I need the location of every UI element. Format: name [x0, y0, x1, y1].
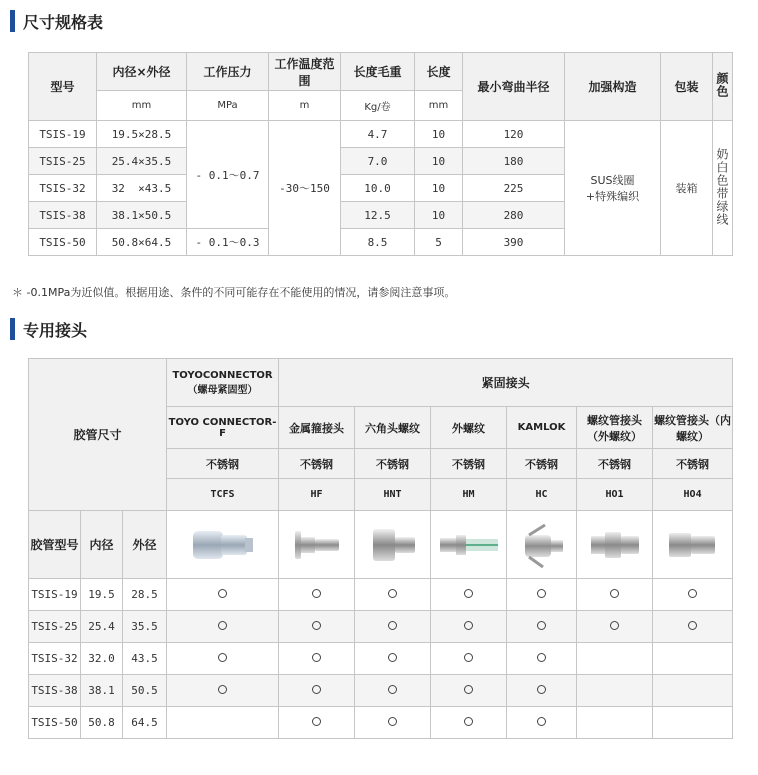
unit-weight: Kg/卷 [341, 91, 415, 121]
cell-od: 43.5 [123, 643, 167, 675]
cell-pressure-a: - 0.1～0.7 [187, 121, 269, 229]
th-code: TCFS [167, 479, 279, 511]
th-color: 颜色 [713, 53, 733, 121]
unit-size: mm [97, 91, 187, 121]
th-material: 不锈钢 [653, 449, 733, 479]
compat-cell [431, 675, 507, 707]
compatible-circle-icon [537, 685, 546, 694]
cell-bend: 180 [463, 148, 565, 175]
section-bar [10, 10, 15, 32]
compat-cell [577, 643, 653, 675]
compatible-circle-icon [312, 621, 321, 630]
compat-cell [653, 643, 733, 675]
cell-pack: 装箱 [661, 121, 713, 256]
compatible-circle-icon [688, 621, 697, 630]
compat-body [29, 579, 733, 739]
th-connector-name: 外螺纹 [431, 407, 507, 449]
th-model: 型号 [29, 53, 97, 121]
cell-length: 5 [415, 229, 463, 256]
th-size: 内径×外径 [97, 53, 187, 91]
compatible-circle-icon [388, 653, 397, 662]
compatible-circle-icon [464, 589, 473, 598]
th-material: 不锈钢 [167, 449, 279, 479]
th-material: 不锈钢 [355, 449, 431, 479]
section-title-text: 专用接头 [23, 320, 88, 340]
unit-length: mm [415, 91, 463, 121]
compatible-circle-icon [312, 653, 321, 662]
cell-model: TSIS-38 [29, 202, 97, 229]
compatible-circle-icon [388, 685, 397, 694]
compat-cell [279, 579, 355, 611]
cell-weight: 7.0 [341, 148, 415, 175]
cell-id: 19.5 [81, 579, 123, 611]
compat-cell [507, 579, 577, 611]
compat-cell [167, 611, 279, 643]
th-code: HO1 [577, 479, 653, 511]
cell-bend: 225 [463, 175, 565, 202]
cell-model: TSIS-38 [29, 675, 81, 707]
th-col-model: 胶管型号 [29, 511, 81, 579]
table-row [29, 707, 733, 739]
connector-image-hf [279, 511, 355, 579]
compatible-circle-icon [218, 621, 227, 630]
th-length: 长度 [415, 53, 463, 91]
th-toyo-group: TOYOCONNECTOR（螺母紧固型） [167, 359, 279, 407]
cell-reinforce: SUS线圈 +特殊编织 [565, 121, 661, 256]
compat-cell [167, 707, 279, 739]
compatible-circle-icon [388, 621, 397, 630]
compatible-circle-icon [218, 685, 227, 694]
footnote: ＊ -0.1MPa为近似值。根据用途、条件的不同可能存在不能使用的情况，请参阅注意事项。 [12, 286, 456, 299]
compatible-circle-icon [610, 621, 619, 630]
th-material: 不锈钢 [431, 449, 507, 479]
compatible-circle-icon [464, 621, 473, 630]
th-code: HO4 [653, 479, 733, 511]
connector-image-ho1 [577, 511, 653, 579]
cell-model: TSIS-32 [29, 643, 81, 675]
compat-cell [279, 675, 355, 707]
cell-od: 64.5 [123, 707, 167, 739]
compatible-circle-icon [312, 589, 321, 598]
th-bend: 最小弯曲半径 [463, 53, 565, 121]
cell-weight: 4.7 [341, 121, 415, 148]
th-material: 不锈钢 [279, 449, 355, 479]
compat-cell [431, 707, 507, 739]
compat-cell [507, 643, 577, 675]
cell-length: 10 [415, 121, 463, 148]
cell-model: TSIS-19 [29, 579, 81, 611]
th-col-id: 内径 [81, 511, 123, 579]
connector-table [28, 358, 733, 739]
compat-cell [507, 611, 577, 643]
th-clamp-group: 紧固接头 [279, 359, 733, 407]
th-connector-name: 六角头螺纹 [355, 407, 431, 449]
cell-weight: 8.5 [341, 229, 415, 256]
cell-id: 50.8 [81, 707, 123, 739]
cell-size: 50.8×64.5 [97, 229, 187, 256]
compatible-circle-icon [464, 717, 473, 726]
section-title-specs [10, 8, 103, 34]
th-temp: 工作温度范围 [269, 53, 341, 91]
compatible-circle-icon [464, 685, 473, 694]
th-pack: 包装 [661, 53, 713, 121]
cell-weight: 12.5 [341, 202, 415, 229]
table-row [29, 675, 733, 707]
cell-od: 35.5 [123, 611, 167, 643]
compat-cell [167, 579, 279, 611]
table-row [29, 121, 733, 148]
th-material: 不锈钢 [577, 449, 653, 479]
cell-model: TSIS-50 [29, 229, 97, 256]
compatible-circle-icon [610, 589, 619, 598]
compatible-circle-icon [537, 589, 546, 598]
connector-image-hm [431, 511, 507, 579]
th-connector-name: 螺纹管接头（内螺纹） [653, 407, 733, 449]
section-bar [10, 318, 15, 340]
table-row [29, 611, 733, 643]
compatible-circle-icon [537, 621, 546, 630]
compat-cell [577, 675, 653, 707]
th-weight: 长度毛重 [341, 53, 415, 91]
compat-cell [653, 611, 733, 643]
unit-temp: m [269, 91, 341, 121]
compat-cell [431, 643, 507, 675]
th-reinforce: 加强构造 [565, 53, 661, 121]
cell-size: 19.5×28.5 [97, 121, 187, 148]
image-row [29, 511, 733, 579]
compat-cell [577, 707, 653, 739]
cell-bend: 280 [463, 202, 565, 229]
compat-cell [279, 643, 355, 675]
compat-cell [355, 643, 431, 675]
th-code: HF [279, 479, 355, 511]
compat-cell [653, 675, 733, 707]
cell-id: 25.4 [81, 611, 123, 643]
compat-cell [279, 611, 355, 643]
th-code: HC [507, 479, 577, 511]
compatible-circle-icon [464, 653, 473, 662]
compat-cell [279, 707, 355, 739]
cell-model: TSIS-32 [29, 175, 97, 202]
th-connector-name: 金属箍接头 [279, 407, 355, 449]
compat-cell [507, 675, 577, 707]
connector-image-tcfs [167, 511, 279, 579]
section-title-text: 尺寸规格表 [23, 12, 104, 32]
th-material: 不锈钢 [507, 449, 577, 479]
cell-model: TSIS-19 [29, 121, 97, 148]
connector-image-hnt [355, 511, 431, 579]
cell-color: 奶白色带绿线 [713, 121, 733, 256]
compatible-circle-icon [388, 589, 397, 598]
compatible-circle-icon [312, 685, 321, 694]
cell-length: 10 [415, 175, 463, 202]
cell-temp: -30～150 [269, 121, 341, 256]
compat-cell [577, 579, 653, 611]
compatible-circle-icon [312, 717, 321, 726]
compatible-circle-icon [218, 653, 227, 662]
th-pressure: 工作压力 [187, 53, 269, 91]
connector-image-ho4 [653, 511, 733, 579]
compat-cell [355, 611, 431, 643]
cell-id: 32.0 [81, 643, 123, 675]
cell-weight: 10.0 [341, 175, 415, 202]
cell-size: 38.1×50.5 [97, 202, 187, 229]
compatible-circle-icon [537, 653, 546, 662]
table-row [29, 579, 733, 611]
unit-pressure: MPa [187, 91, 269, 121]
compatible-circle-icon [537, 717, 546, 726]
th-connector-name: TOYO CONNECTOR-F [167, 407, 279, 449]
cell-size: 32 ×43.5 [97, 175, 187, 202]
compatible-circle-icon [388, 717, 397, 726]
cell-bend: 120 [463, 121, 565, 148]
th-hose-size: 胶管尺寸 [29, 359, 167, 511]
cell-od: 28.5 [123, 579, 167, 611]
compatible-circle-icon [688, 589, 697, 598]
cell-size: 25.4×35.5 [97, 148, 187, 175]
compat-cell [355, 675, 431, 707]
cell-pressure-b: - 0.1～0.3 [187, 229, 269, 256]
compat-cell [653, 707, 733, 739]
connector-image-hc [507, 511, 577, 579]
cell-length: 10 [415, 202, 463, 229]
compat-cell [355, 707, 431, 739]
cell-model: TSIS-25 [29, 611, 81, 643]
cell-od: 50.5 [123, 675, 167, 707]
th-code: HM [431, 479, 507, 511]
cell-length: 10 [415, 148, 463, 175]
compat-cell [653, 579, 733, 611]
table-row [29, 643, 733, 675]
th-code: HNT [355, 479, 431, 511]
cell-model: TSIS-50 [29, 707, 81, 739]
compat-cell [167, 643, 279, 675]
th-connector-name: KAMLOK [507, 407, 577, 449]
section-title-connectors [10, 316, 87, 342]
compat-cell [507, 707, 577, 739]
cell-bend: 390 [463, 229, 565, 256]
spec-table [28, 52, 733, 256]
compat-cell [431, 611, 507, 643]
cell-model: TSIS-25 [29, 148, 97, 175]
th-connector-name: 螺纹管接头（外螺纹） [577, 407, 653, 449]
cell-id: 38.1 [81, 675, 123, 707]
compat-cell [577, 611, 653, 643]
th-col-od: 外径 [123, 511, 167, 579]
compat-cell [355, 579, 431, 611]
compat-cell [167, 675, 279, 707]
compat-cell [431, 579, 507, 611]
compatible-circle-icon [218, 589, 227, 598]
